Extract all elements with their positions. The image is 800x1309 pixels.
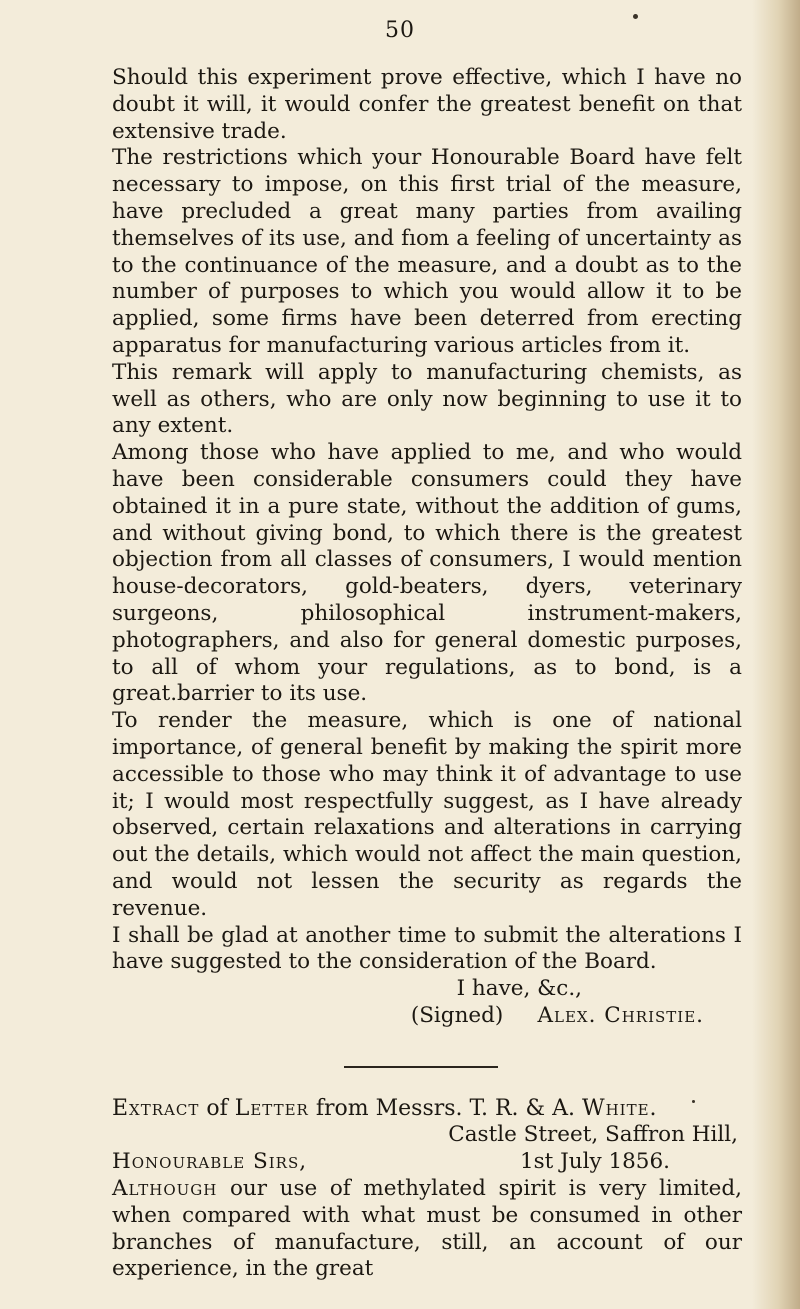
paragraph: I shall be glad at another time to submit the alterations I have suggested to the consideration of the Board. [112, 922, 742, 975]
salutation-row [112, 1149, 742, 1176]
paragraph: The restrictions which your Honourable Board have felt necessary to impose, on this first trial of the measure, have precluded a great many parties from availing themselves of its use, and fıom a feeling of uncertainty as to the continuance of the measure, and a doubt as to the number of purposes to which you would allow it to be applied, some firms have been deterred from erecting apparatus for manufacturing various articles from it. [112, 145, 742, 358]
closing-formula: I have, &c., [456, 976, 582, 1002]
section-divider [344, 1066, 498, 1068]
heading-senders: from Messrs. T. R. & A. [315, 1095, 575, 1121]
paragraph: Among those who have applied to me, and who would have been considerable consumers could they have obtained it in a pure state, without the addition of gums, and without giving bond, to which there is the greatest objection from all classes of consumers, I would mention house-decorators, gold-beaters, dyers, veterinary surgeons, philosophical instrument-makers, photographers, and also for general domestic purposes, to all of whom your regulations, as to bond, is a great.barrier to its use. [112, 440, 742, 707]
page-edge-shadow [752, 0, 800, 1309]
heading-extract: Extract [112, 1095, 200, 1121]
letter-date: 1st July 1856. [519, 1149, 670, 1175]
paragraph: This remark will apply to manufacturing chemists, as well as others, who are only now beginning to use it to any extent. [112, 359, 742, 439]
extract-body: our use of methylated spirit is very limited, when compared with what must be consumed in other branches of manufacture, still, an account of our experience, in the great [112, 1176, 742, 1282]
signature [112, 1003, 742, 1030]
sender-address: Castle Street, Saffron Hill, [448, 1122, 738, 1148]
salutation: Honourable Sirs, [112, 1149, 308, 1175]
extract-lead-word: Although [112, 1176, 218, 1202]
letter-body [112, 65, 742, 1283]
page-number: 50 [385, 18, 415, 43]
extract-paragraph [112, 1176, 742, 1283]
paragraph: To render the measure, which is one of national importance, of general benefit by making the spirit more accessible to those who may think it of advantage to use it; I would most respectfully suggest, as I have already observed, certain relaxations and alterations in carrying out the details, which would not affect the main question, and would not lessen the security as regards the revenue. [112, 708, 742, 921]
heading-of: of [206, 1095, 228, 1121]
heading-white: White. [581, 1095, 658, 1121]
signed-prefix: (Signed) [410, 1002, 504, 1028]
heading-letter: Letter [234, 1095, 309, 1121]
signatory-name: Alex. Christie. [537, 1002, 704, 1028]
paragraph: Should this experiment prove effective, which I have no doubt it will, it would confer the greatest benefit on that extensive trade. [112, 65, 742, 144]
extract-heading [112, 1096, 742, 1123]
